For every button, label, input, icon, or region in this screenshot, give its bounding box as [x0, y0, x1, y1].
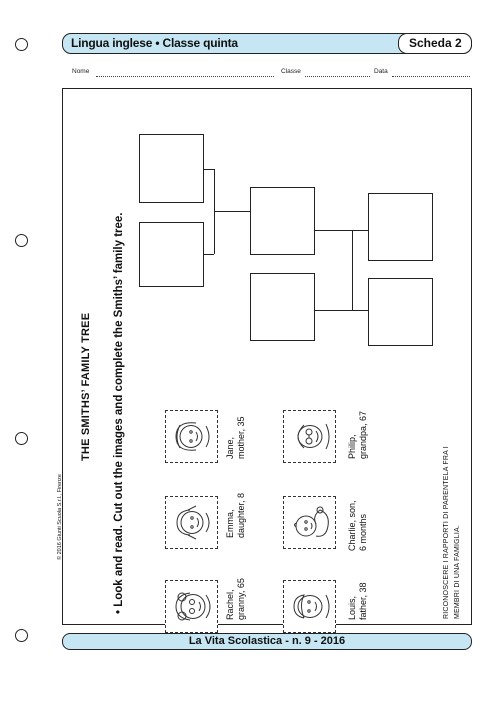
caption-line: Charlie, son,	[347, 500, 357, 551]
cutout-card-charlie[interactable]	[283, 496, 336, 549]
worksheet-title: THE SMITHS’ FAMILY TREE	[80, 312, 92, 461]
binder-hole	[15, 38, 28, 51]
sheet-number: Scheda 2	[409, 36, 462, 50]
header-bar	[62, 33, 472, 54]
cutout-card-jane[interactable]	[165, 410, 218, 463]
card-caption-louis	[347, 582, 369, 620]
worksheet-title-anchor	[80, 312, 92, 462]
tree-box-empty[interactable]	[368, 278, 433, 346]
worksheet-frame	[62, 88, 472, 625]
caption-anchor	[347, 410, 368, 460]
caption-line: granny, 65	[236, 578, 246, 620]
tree-connector	[315, 310, 352, 311]
girl-portrait-icon	[166, 497, 217, 548]
copyright-text: © 2016 Giunti Scuola S.r.l., Firenze	[57, 474, 63, 560]
card-caption-philip	[347, 411, 369, 459]
card-caption-jane	[225, 416, 247, 459]
caption-line: Louis,	[347, 595, 357, 620]
caption-anchor	[347, 582, 368, 621]
caption-line: father, 38	[358, 582, 368, 620]
name-field[interactable]	[96, 76, 274, 77]
mother-portrait-icon	[166, 411, 217, 462]
caption-line: Rachel,	[225, 589, 235, 620]
sheet-tab	[398, 33, 472, 54]
binder-hole	[15, 629, 28, 642]
father-portrait-icon	[284, 581, 335, 632]
tree-box-empty[interactable]	[139, 222, 204, 287]
tree-connector	[352, 230, 353, 310]
card-caption-rachel	[225, 578, 247, 620]
class-label: Classe	[281, 68, 301, 75]
cutout-card-rachel[interactable]	[165, 580, 218, 633]
caption-line: Philip,	[347, 434, 357, 459]
caption-anchor	[347, 500, 368, 552]
cutout-card-emma[interactable]	[165, 496, 218, 549]
caption-line: mother, 35	[236, 416, 246, 459]
tree-box-empty[interactable]	[250, 187, 315, 255]
tree-box-empty[interactable]	[368, 193, 433, 261]
baby-portrait-icon	[284, 497, 335, 548]
objective-line: MEMBRI DI UNA FAMIGLIA.	[454, 524, 461, 619]
date-label: Data	[374, 68, 388, 75]
caption-line: Emma,	[225, 509, 235, 538]
cutout-card-louis[interactable]	[283, 580, 336, 633]
binder-hole	[15, 234, 28, 247]
tree-connector	[315, 230, 352, 231]
caption-line: Jane,	[225, 436, 235, 459]
objective-line: RICONOSCERE I RAPPORTI DI PARENTELA FRA I	[443, 446, 450, 619]
tree-connector	[214, 211, 250, 212]
learning-objective	[441, 446, 463, 619]
tree-connector	[352, 230, 368, 231]
cutout-card-philip[interactable]	[283, 410, 336, 463]
caption-line: daughter, 8	[236, 492, 246, 538]
tree-box-empty[interactable]	[139, 134, 204, 203]
date-field[interactable]	[392, 76, 470, 77]
class-field[interactable]	[305, 76, 370, 77]
caption-anchor	[225, 492, 246, 539]
instruction-text: • Look and read. Cut out the images and complete the Smiths’ family tree.	[113, 212, 125, 614]
card-caption-charlie	[347, 500, 369, 551]
instruction-anchor	[113, 212, 125, 615]
objective-anchor	[441, 446, 461, 620]
caption-line: 6 months	[358, 513, 368, 551]
caption-anchor	[225, 416, 246, 460]
tree-box-empty[interactable]	[250, 273, 315, 341]
tree-connector	[352, 310, 368, 311]
granny-portrait-icon	[166, 581, 217, 632]
tree-connector	[204, 254, 214, 255]
copyright-anchor	[57, 474, 63, 561]
card-caption-emma	[225, 493, 247, 538]
subject-title: Lingua inglese • Classe quinta	[71, 36, 238, 50]
footer-bar	[62, 633, 472, 650]
caption-anchor	[225, 578, 246, 621]
grandpa-portrait-icon	[284, 411, 335, 462]
footer-text: La Vita Scolastica - n. 9 - 2016	[188, 635, 346, 647]
name-label: Nome	[72, 68, 90, 75]
caption-line: grandpa, 67	[358, 410, 368, 459]
tree-connector	[204, 169, 214, 170]
student-info-row	[72, 68, 470, 80]
binder-hole	[15, 432, 28, 445]
